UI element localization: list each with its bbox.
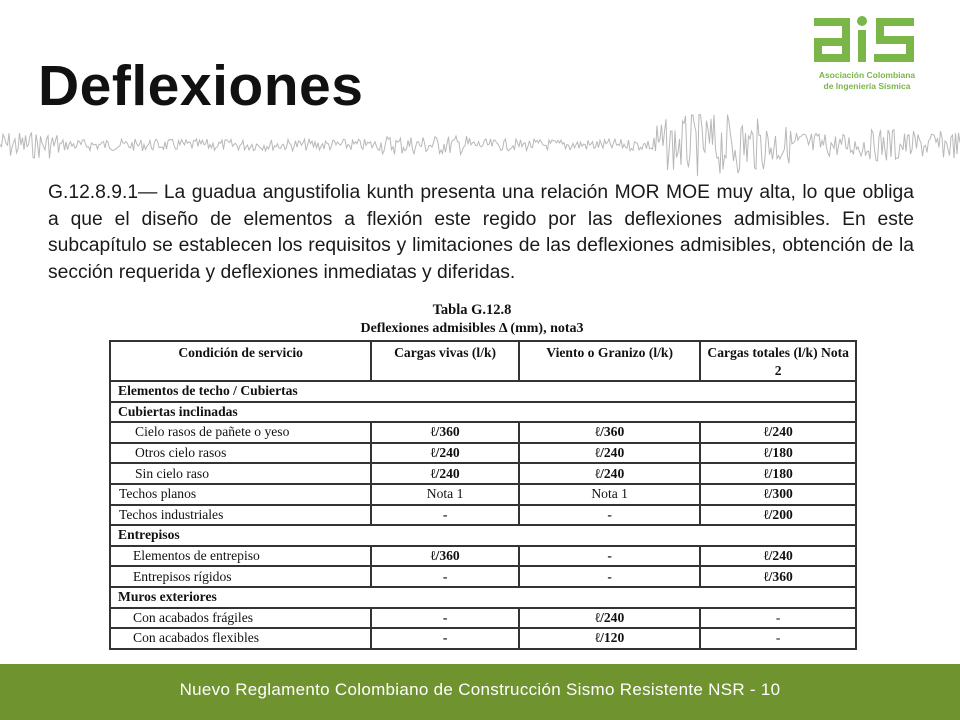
- table-section-row: [110, 381, 856, 402]
- footer-text: Nuevo Reglamento Colombiano de Construcción Sismo Resistente NSR - 10: [179, 680, 781, 699]
- table-row: [110, 628, 856, 649]
- slide-title: Deflexiones: [38, 54, 364, 118]
- cell-cargas-totales: ℓ/300: [700, 484, 856, 505]
- cell-cargas-vivas: -: [371, 628, 519, 649]
- row-label: Con acabados flexibles: [110, 628, 371, 649]
- table-subcaption: Deflexiones admisibles Δ (mm), nota3: [360, 321, 584, 336]
- row-label: Con acabados frágiles: [110, 608, 371, 629]
- table-section-row: [110, 525, 856, 546]
- table-row: [110, 608, 856, 629]
- logo-text-line2: de Ingeniería Sísmica: [823, 81, 911, 91]
- table-row: [110, 546, 856, 567]
- row-label: Entrepisos rígidos: [110, 566, 371, 587]
- cell-cargas-totales: ℓ/240: [700, 546, 856, 567]
- footer-bar: [0, 664, 960, 720]
- cell-cargas-vivas: Nota 1: [371, 484, 519, 505]
- cell-cargas-vivas: -: [371, 505, 519, 526]
- cell-cargas-totales: -: [700, 628, 856, 649]
- cell-viento-granizo: ℓ/360: [519, 422, 701, 443]
- cell-cargas-totales: ℓ/200: [700, 505, 856, 526]
- row-label: Sin cielo raso: [110, 463, 371, 484]
- cell-viento-granizo: -: [519, 546, 701, 567]
- cell-cargas-totales: ℓ/240: [700, 422, 856, 443]
- seismic-wave-decoration: [0, 108, 960, 182]
- cell-viento-granizo: -: [519, 566, 701, 587]
- cell-cargas-vivas: ℓ/240: [371, 463, 519, 484]
- cell-viento-granizo: ℓ/120: [519, 628, 701, 649]
- table-caption: Tabla G.12.8: [432, 302, 512, 318]
- header-cargas-totales: Cargas totales (l/k) Nota 2: [700, 341, 856, 381]
- deflection-table: [109, 340, 857, 650]
- cell-cargas-totales: ℓ/180: [700, 463, 856, 484]
- section-label: Elementos de techo / Cubiertas: [110, 381, 856, 402]
- table-row: [110, 566, 856, 587]
- cell-cargas-vivas: ℓ/360: [371, 422, 519, 443]
- cell-cargas-vivas: -: [371, 608, 519, 629]
- ais-logo-mark: [812, 14, 920, 64]
- ais-logo: [808, 14, 926, 94]
- row-label: Otros cielo rasos: [110, 443, 371, 464]
- cell-cargas-vivas: ℓ/240: [371, 443, 519, 464]
- table-header-row: [110, 341, 856, 381]
- row-label: Techos industriales: [110, 505, 371, 526]
- row-label: Cielo rasos de pañete o yeso: [110, 422, 371, 443]
- seismic-trace-path: [0, 115, 960, 177]
- table-section-row: [110, 402, 856, 423]
- cell-cargas-totales: ℓ/180: [700, 443, 856, 464]
- logo-text-line1: Asociación Colombiana: [818, 70, 916, 80]
- cell-cargas-totales: -: [700, 608, 856, 629]
- cell-viento-granizo: Nota 1: [519, 484, 701, 505]
- cell-cargas-vivas: ℓ/360: [371, 546, 519, 567]
- table-row: [110, 422, 856, 443]
- table-row: [110, 505, 856, 526]
- cell-viento-granizo: -: [519, 505, 701, 526]
- table-row: [110, 443, 856, 464]
- cell-cargas-totales: ℓ/360: [700, 566, 856, 587]
- cell-cargas-vivas: -: [371, 566, 519, 587]
- cell-viento-granizo: ℓ/240: [519, 608, 701, 629]
- table-row: [110, 484, 856, 505]
- paragraph-text: G.12.8.9.1— La guadua angustifolia kunth presenta una relación MOR MOE muy alta, lo que obliga a que el diseño de elementos a flexión este regido por las deflexiones admisibles. En este subcapítulo se establecen los requisitos y limitaciones de las deflexiones admisibles, obtención de la sección requerida y deflexiones inmediatas y diferidas.: [48, 182, 914, 283]
- header-viento-granizo: Viento o Granizo (l/k): [519, 341, 701, 381]
- header-condicion: Condición de servicio: [110, 341, 371, 381]
- row-label: Elementos de entrepiso: [110, 546, 371, 567]
- section-label: Muros exteriores: [110, 587, 856, 608]
- section-label: Cubiertas inclinadas: [110, 402, 856, 423]
- table-section-row: [110, 587, 856, 608]
- cell-viento-granizo: ℓ/240: [519, 443, 701, 464]
- cell-viento-granizo: ℓ/240: [519, 463, 701, 484]
- row-label: Techos planos: [110, 484, 371, 505]
- table-row: [110, 463, 856, 484]
- header-cargas-vivas: Cargas vivas (l/k): [371, 341, 519, 381]
- section-label: Entrepisos: [110, 525, 856, 546]
